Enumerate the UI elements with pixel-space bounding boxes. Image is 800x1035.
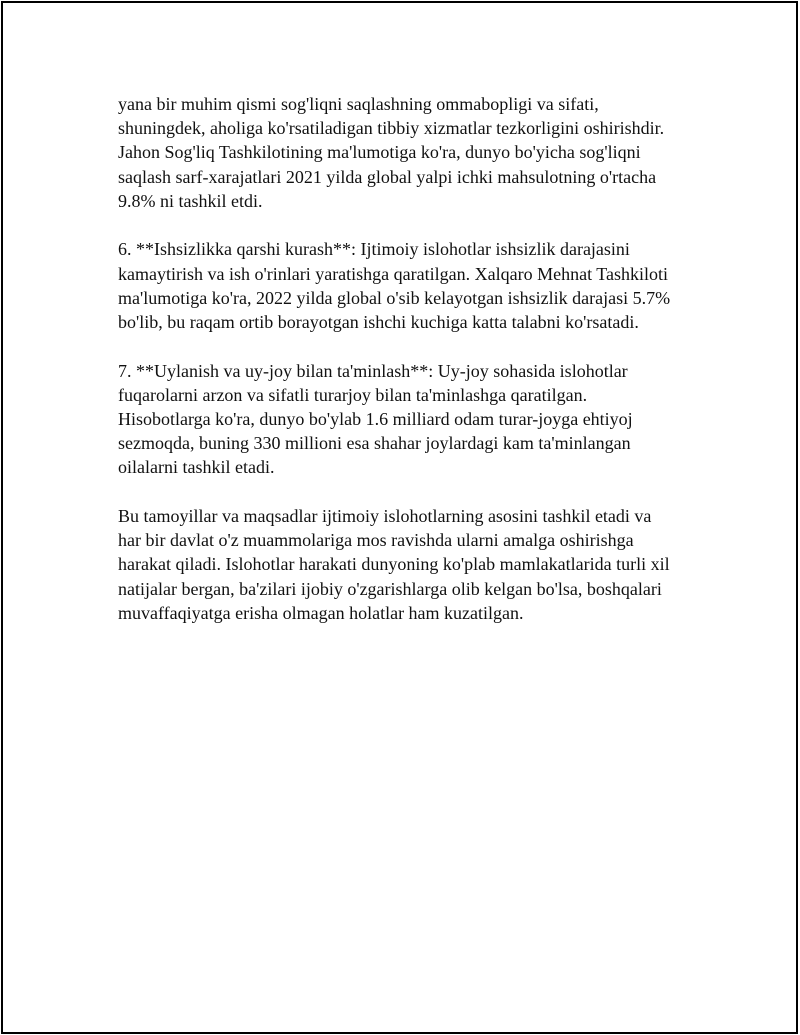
document-body — [118, 92, 718, 649]
paragraph-healthcare: yana bir muhim qismi sog'liqni saqlashning ommabopligi va sifati, shuningdek, aholiga ko'rsatiladigan tibbiy xizmatlar tezkorligini oshirishdir. Jahon Sog'liq Tashkilotining ma'lumotiga ko'ra, dunyo bo'yicha sog'liqni saqlash sarf-xarajatlari 2021 yilda global yalpi ichki mahsulotning o'rtacha 9.8% ni tashkil etdi. — [118, 94, 665, 211]
paragraph-unemployment: 6. **Ishsizlikka qarshi kurash**: Ijtimoiy islohotlar ishsizlik darajasini kamaytirish va ish o'rinlari yaratishga qaratilgan. Xalqaro Mehnat Tashkiloti ma'lumotiga ko'ra, 2022 yilda global o'sib kelayotgan ishsizlik darajasi 5.7% bo'lib, bu raqam ortib borayotgan ishchi kuchiga katta talabni ko'rsatadi. — [118, 239, 671, 333]
paragraph-conclusion: Bu tamoyillar va maqsadlar ijtimoiy islohotlarning asosini tashkil etadi va har bir davlat o'z muammolariga mos ravishda ularni amalga oshirishga harakat qiladi. Islohotlar harakati dunyoning ko'plab mamlakatlarida turli xil natijalar bergan, ba'zilari ijobiy o'zgarishlarga olib kelgan bo'lsa, boshqalari muvaffaqiyatga erisha olmagan holatlar ham kuzatilgan. — [118, 506, 670, 623]
paragraph-housing: 7. **Uylanish va uy-joy bilan ta'minlash**: Uy-joy sohasida islohotlar fuqarolarni arzon va sifatli turarjoy bilan ta'minlashga qaratilgan. Hisobotlarga ko'ra, dunyo bo'ylab 1.6 milliard odam turar-joyga ehtiyoj sezmoqda, buning 330 millioni esa shahar joylardagi kam ta'minlangan oilalarni tashkil etadi. — [118, 360, 633, 478]
